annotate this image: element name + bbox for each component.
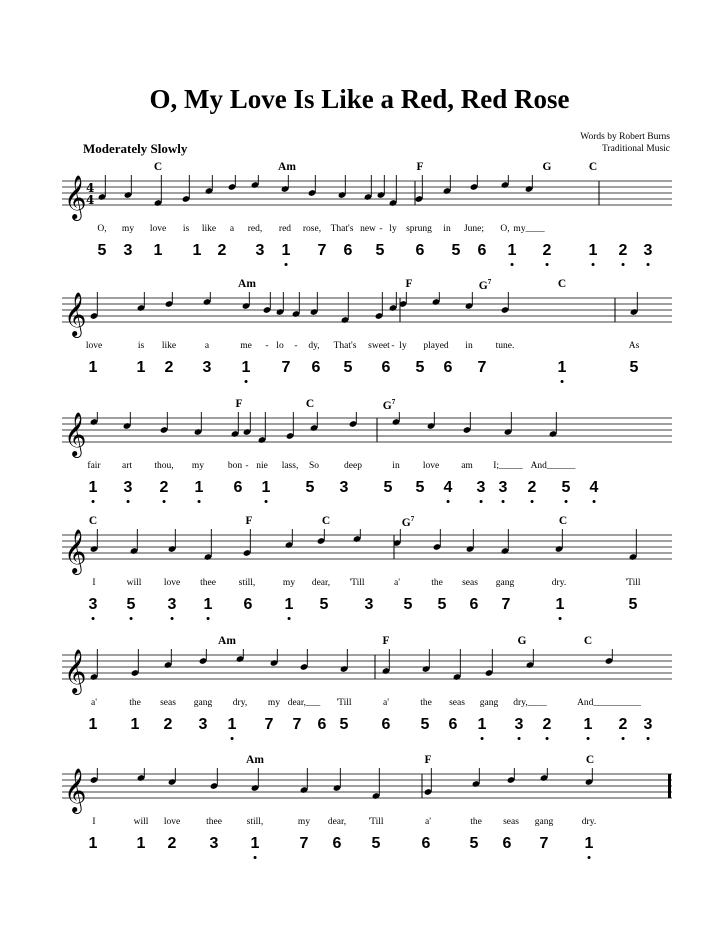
harmonica-hole-number: 4 [589, 479, 599, 496]
treble-clef-icon: 𝄞 [64, 529, 87, 573]
harmonica-hole-number: 7 [501, 596, 511, 613]
lyric-syllable: is [182, 224, 190, 234]
lyric-syllable: dry, [232, 698, 248, 708]
harmonica-hole-number: 1 [261, 479, 271, 496]
lyric-syllable: played [423, 341, 449, 351]
harmonica-hole-number: 3 [364, 596, 374, 613]
lyric-syllable: deep [344, 461, 362, 471]
chord-symbol: C [558, 515, 568, 527]
lyric-syllable: my [282, 578, 296, 588]
music-system-1 [62, 161, 672, 291]
chord-symbol: C [588, 161, 598, 173]
harmonica-hole-number: 5 [561, 479, 571, 496]
harmonica-hole-number: 1 [557, 359, 567, 376]
harmonica-hole-number: 1 [153, 242, 163, 259]
harmonica-hole-number: 3 [643, 716, 653, 733]
final-barline [668, 774, 671, 798]
lyric-syllable: is [137, 341, 145, 351]
harmonica-hole-number: 6 [502, 835, 512, 852]
lyric-syllable: a' [394, 578, 400, 588]
harmonica-hole-number: 5 [403, 596, 413, 613]
harmonica-hole-number: 6 [477, 242, 487, 259]
treble-clef-icon: 𝄞 [64, 292, 87, 336]
lyric-syllable: ly [389, 224, 397, 234]
lyric-syllable: still, [238, 578, 256, 588]
harmonica-hole-number: 1 [130, 716, 140, 733]
harmonica-hole-number: 1 [203, 596, 213, 613]
music-system-2 [62, 278, 672, 408]
lyric-syllable: red [278, 224, 292, 234]
lyric-syllable: I;_____ [493, 461, 523, 471]
lyric-syllable: the [420, 698, 432, 708]
chord-symbol: F [424, 754, 432, 766]
harmonica-hole-number: 5 [97, 242, 107, 259]
treble-clef-icon: 𝄞 [64, 768, 87, 812]
chord-symbol: F [382, 635, 390, 647]
harmonica-hole-number: 5 [629, 359, 639, 376]
harmonica-hole-number: 3 [123, 479, 133, 496]
lyric-syllable: dry,____ [513, 698, 547, 708]
harmonica-hole-number: 6 [448, 716, 458, 733]
lyric-syllable: dear, [311, 578, 331, 588]
lyric-syllable: a [204, 341, 210, 351]
lyric-syllable: seas [449, 698, 465, 708]
harmonica-hole-number: 1 [507, 242, 517, 259]
staff [62, 643, 672, 703]
lyric-syllable: fair [87, 461, 101, 471]
harmonica-hole-number: 6 [469, 596, 479, 613]
lyric-syllable: will [133, 817, 149, 827]
lyric-syllable: seas [503, 817, 519, 827]
chord-symbol: G [517, 635, 527, 647]
lyric-syllable: So [308, 461, 320, 471]
chord-symbol: Am [218, 635, 236, 647]
lyric-syllable: love [163, 578, 181, 588]
harmonica-hole-number: 1 [227, 716, 237, 733]
harmonica-hole-number: 1 [192, 242, 202, 259]
treble-clef-icon: 𝄞 [64, 649, 87, 693]
chord-symbol: F [416, 161, 424, 173]
staff [62, 523, 672, 583]
harmonica-hole-number: 1 [284, 596, 294, 613]
harmonica-hole-number: 6 [443, 359, 453, 376]
chord-symbol: C [321, 515, 331, 527]
harmonica-hole-number: 7 [477, 359, 487, 376]
harmonica-hole-number: 3 [255, 242, 265, 259]
lyric-syllable: will [126, 578, 142, 588]
harmonica-hole-number: 7 [299, 835, 309, 852]
harmonica-hole-number: 1 [88, 359, 98, 376]
words-credit: Words by Robert Burns [580, 132, 670, 142]
music-system-5 [62, 635, 672, 765]
tempo-marking: Moderately Slowly [83, 141, 188, 156]
lyric-syllable: bon [227, 461, 243, 471]
chord-symbol: F [235, 398, 243, 410]
lyric-syllable: ly [399, 341, 407, 351]
music-system-6 [62, 754, 672, 884]
harmonica-hole-number: 2 [542, 716, 552, 733]
harmonica-hole-number: 7 [281, 359, 291, 376]
harmonica-hole-number: 2 [618, 242, 628, 259]
lyric-syllable: I [92, 578, 96, 588]
harmonica-hole-number: 5 [415, 359, 425, 376]
lyric-syllable: my [191, 461, 205, 471]
chord-symbol: C [557, 278, 567, 290]
harmonica-hole-number: 7 [292, 716, 302, 733]
harmonica-hole-number: 5 [437, 596, 447, 613]
music-credit: Traditional Music [602, 144, 670, 154]
lyric-syllable: That's [333, 341, 357, 351]
harmonica-hole-number: 1 [241, 359, 251, 376]
lyric-syllable: I [92, 817, 96, 827]
lyric-syllable: love [422, 461, 440, 471]
staff [62, 286, 672, 346]
lyric-syllable: love [163, 817, 181, 827]
lyric-syllable: thou, [154, 461, 174, 471]
harmonica-hole-number: 5 [339, 716, 349, 733]
chord-symbol: Am [238, 278, 256, 290]
harmonica-hole-number: 1 [583, 716, 593, 733]
harmonica-hole-number: 6 [332, 835, 342, 852]
harmonica-hole-number: 2 [618, 716, 628, 733]
lyric-syllable: a [229, 224, 235, 234]
harmonica-hole-number: 3 [198, 716, 208, 733]
lyric-syllable: That's [330, 224, 354, 234]
harmonica-hole-number: 6 [421, 835, 431, 852]
lyric-syllable: And__________ [577, 698, 641, 708]
chord-symbol: Am [278, 161, 296, 173]
music-system-3 [62, 398, 672, 528]
lyric-syllable: thee [206, 817, 222, 827]
harmonica-hole-number: 6 [233, 479, 243, 496]
harmonica-hole-number: 7 [317, 242, 327, 259]
harmonica-hole-number: 1 [584, 835, 594, 852]
harmonica-hole-number: 5 [420, 716, 430, 733]
harmonica-hole-number: 5 [343, 359, 353, 376]
lyric-syllable: 'Till [625, 578, 641, 588]
harmonica-hole-number: 6 [311, 359, 321, 376]
lyric-syllable: my [267, 698, 281, 708]
harmonica-hole-number: 5 [305, 479, 315, 496]
time-signature-top: 4 [86, 181, 95, 195]
lyric-syllable: a' [383, 698, 389, 708]
lyric-syllable: - [265, 341, 269, 351]
harmonica-hole-number: 1 [477, 716, 487, 733]
lyric-syllable: tune. [495, 341, 515, 351]
lyric-syllable: still, [246, 817, 264, 827]
harmonica-hole-number: 3 [167, 596, 177, 613]
page-title: O, My Love Is Like a Red, Red Rose [149, 84, 570, 114]
lyric-syllable: gang [193, 698, 213, 708]
lyric-syllable: dear,___ [287, 698, 321, 708]
harmonica-hole-number: 1 [281, 242, 291, 259]
staff [62, 762, 672, 822]
harmonica-hole-number: 1 [88, 835, 98, 852]
harmonica-hole-number: 5 [371, 835, 381, 852]
lyric-syllable: - [294, 341, 298, 351]
harmonica-hole-number: 3 [498, 479, 508, 496]
harmonica-hole-number: 5 [375, 242, 385, 259]
staff [62, 169, 672, 229]
harmonica-hole-number: 5 [319, 596, 329, 613]
lyric-syllable: gang [495, 578, 515, 588]
lyric-syllable: gang [479, 698, 499, 708]
lyric-syllable: dear, [327, 817, 347, 827]
lyric-syllable: - [245, 461, 249, 471]
harmonica-hole-number: 2 [164, 359, 174, 376]
harmonica-hole-number: 3 [88, 596, 98, 613]
harmonica-hole-number: 2 [527, 479, 537, 496]
harmonica-hole-number: 2 [163, 716, 173, 733]
treble-clef-icon: 𝄞 [64, 175, 87, 219]
lyric-syllable: like [161, 341, 177, 351]
harmonica-hole-number: 7 [539, 835, 549, 852]
harmonica-hole-number: 2 [167, 835, 177, 852]
harmonica-hole-number: 6 [317, 716, 327, 733]
lyric-syllable: my [297, 817, 311, 827]
harmonica-hole-number: 5 [469, 835, 479, 852]
lyric-syllable: June; [463, 224, 485, 234]
harmonica-hole-number: 6 [381, 359, 391, 376]
chord-symbol: C [153, 161, 163, 173]
lyric-syllable: sweet [368, 341, 390, 351]
lyric-syllable: in [443, 224, 451, 234]
harmonica-hole-number: 1 [250, 835, 260, 852]
lyric-syllable: am [461, 461, 473, 471]
harmonica-hole-number: 5 [126, 596, 136, 613]
lyric-syllable: dry. [551, 578, 567, 588]
lyric-syllable: my____ [513, 224, 545, 234]
harmonica-hole-number: 3 [339, 479, 349, 496]
lyric-syllable: seas [160, 698, 176, 708]
harmonica-hole-number: 5 [451, 242, 461, 259]
lyric-syllable: my [121, 224, 135, 234]
harmonica-hole-number: 3 [202, 359, 212, 376]
lyric-syllable: me [240, 341, 252, 351]
chord-symbol: C [585, 754, 595, 766]
harmonica-hole-number: 1 [136, 835, 146, 852]
lyric-syllable: the [431, 578, 443, 588]
lyric-syllable: 'Till [349, 578, 365, 588]
lyric-syllable: O, [97, 224, 107, 234]
chord-symbol: F [245, 515, 253, 527]
lyric-syllable: new [360, 224, 376, 234]
lyric-syllable: 'Till [368, 817, 384, 827]
credits [580, 131, 670, 155]
lyric-syllable: art [121, 461, 133, 471]
lyric-syllable: seas [462, 578, 478, 588]
harmonica-hole-number: 1 [88, 479, 98, 496]
treble-clef-icon: 𝄞 [64, 412, 87, 456]
harmonica-hole-number: 5 [628, 596, 638, 613]
lyric-syllable: dry. [581, 817, 597, 827]
chord-symbol: $G^7$ [382, 398, 396, 412]
harmonica-hole-number: 7 [264, 716, 274, 733]
lyric-syllable: - [379, 224, 383, 234]
harmonica-hole-number: 6 [381, 716, 391, 733]
music-system-4 [62, 515, 672, 645]
chord-symbol: G [542, 161, 552, 173]
time-signature-bottom: 4 [86, 193, 95, 207]
lyric-syllable: rose, [302, 224, 322, 234]
lyric-syllable: dy, [308, 341, 320, 351]
lyric-syllable: thee [200, 578, 216, 588]
lyric-syllable: love [85, 341, 103, 351]
lyric-syllable: the [470, 817, 482, 827]
lyric-syllable: And______ [530, 461, 576, 471]
chord-symbol: C [305, 398, 315, 410]
lyric-syllable: lo [276, 341, 284, 351]
staff [62, 406, 672, 466]
harmonica-hole-number: 2 [159, 479, 169, 496]
harmonica-hole-number: 5 [415, 479, 425, 496]
chord-symbol: $G^7$ [401, 515, 415, 529]
lyric-syllable: in [392, 461, 400, 471]
lyric-syllable: 'Till [336, 698, 352, 708]
lyric-syllable: As [628, 341, 640, 351]
lyric-syllable: like [201, 224, 217, 234]
harmonica-hole-number: 1 [194, 479, 204, 496]
chord-symbol: C [583, 635, 593, 647]
lyric-syllable: sprung [406, 224, 432, 234]
harmonica-hole-number: 6 [343, 242, 353, 259]
harmonica-hole-number: 2 [217, 242, 227, 259]
harmonica-hole-number: 3 [643, 242, 653, 259]
lyric-syllable: a' [425, 817, 431, 827]
harmonica-hole-number: 3 [123, 242, 133, 259]
harmonica-hole-number: 1 [588, 242, 598, 259]
harmonica-hole-number: 1 [555, 596, 565, 613]
lyric-syllable: gang [534, 817, 554, 827]
harmonica-hole-number: 2 [542, 242, 552, 259]
lyric-syllable: O, [500, 224, 510, 234]
harmonica-hole-number: 3 [209, 835, 219, 852]
lyric-syllable: the [129, 698, 141, 708]
chord-symbol: $G^7$ [478, 278, 492, 292]
harmonica-hole-number: 3 [514, 716, 524, 733]
lyric-syllable: love [149, 224, 167, 234]
lyric-syllable: lass, [281, 461, 299, 471]
chord-symbol: Am [246, 754, 264, 766]
chord-symbol: C [88, 515, 98, 527]
harmonica-hole-number: 1 [136, 359, 146, 376]
harmonica-hole-number: 4 [443, 479, 453, 496]
lyric-syllable: nie [256, 461, 268, 471]
lyric-syllable: red, [247, 224, 263, 234]
chord-symbol: F [405, 278, 413, 290]
lyric-syllable: in [465, 341, 473, 351]
harmonica-hole-number: 5 [383, 479, 393, 496]
lyric-syllable: a' [91, 698, 97, 708]
harmonica-hole-number: 6 [415, 242, 425, 259]
harmonica-hole-number: 1 [88, 716, 98, 733]
harmonica-hole-number: 6 [243, 596, 253, 613]
lyric-syllable: - [391, 341, 395, 351]
harmonica-hole-number: 3 [476, 479, 486, 496]
